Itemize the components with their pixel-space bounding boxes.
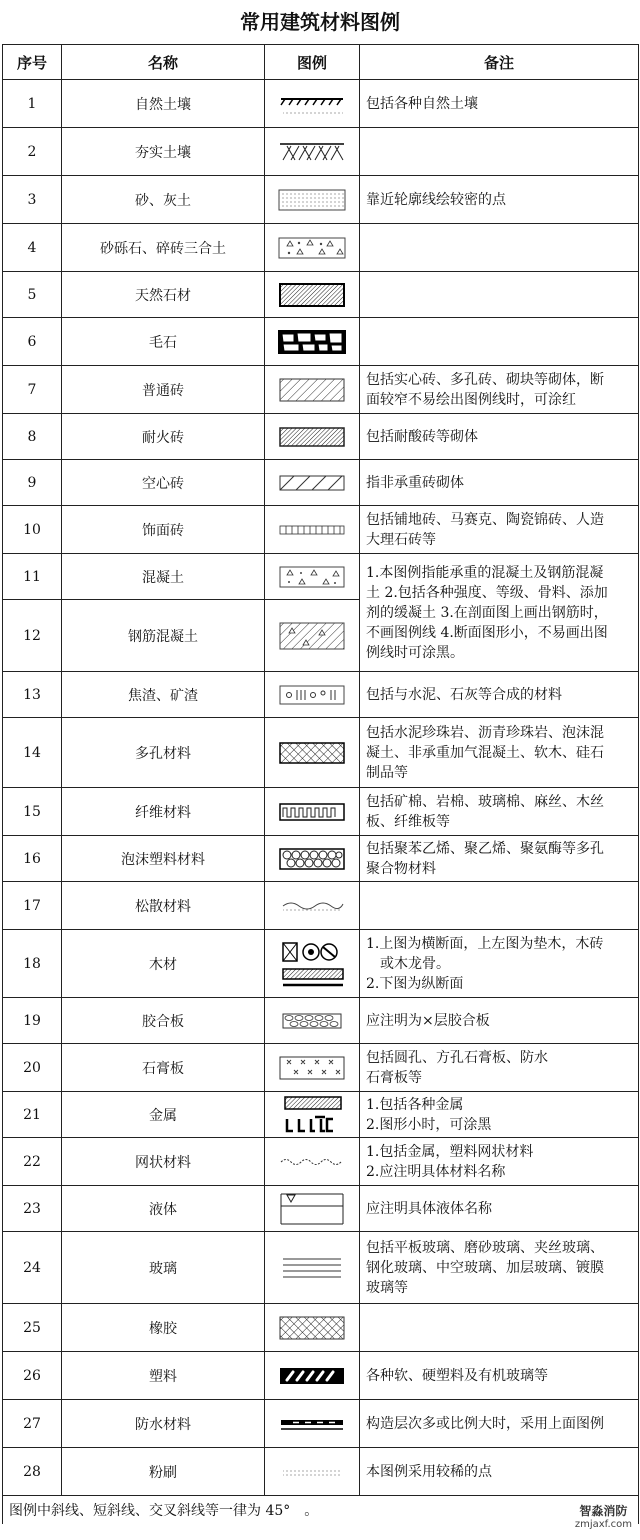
row-name: 自然土壤	[62, 80, 265, 128]
row-name: 混凝土	[62, 554, 265, 600]
natural-stone-symbol	[265, 272, 360, 318]
note-line: 土 2.包括各种强度、等级、骨料、添加	[366, 584, 608, 601]
row-note	[360, 318, 639, 366]
loose-material-symbol	[265, 882, 360, 930]
row-num: 7	[3, 366, 62, 414]
foam-plastic-symbol	[265, 836, 360, 882]
note-line: 例线时可涂黑。	[366, 644, 464, 661]
note-line: 凝土、非承重加气混凝土、软木、硅石	[366, 744, 604, 761]
note-line: 本图例采用较稀的点	[366, 1463, 492, 1480]
row-note	[360, 414, 639, 460]
table-row	[3, 788, 639, 836]
rubble-stone-symbol	[265, 318, 360, 366]
plywood-symbol	[265, 998, 360, 1044]
row-note	[360, 1304, 639, 1352]
row-note	[360, 506, 639, 554]
table-row	[3, 1448, 639, 1496]
page-title: 常用建筑材料图例	[240, 10, 400, 34]
porous-material-symbol	[265, 718, 360, 788]
row-name: 纤维材料	[62, 788, 265, 836]
brand-name: 智淼消防	[579, 1504, 628, 1518]
reinforced-concrete-symbol	[265, 600, 360, 672]
note-line: 不画图例线 4.断面图形小，不易画出图	[366, 624, 608, 641]
row-note	[360, 1400, 639, 1448]
note-line: 包括与水泥、石灰等合成的材料	[366, 686, 562, 703]
note-line: 制品等	[366, 764, 408, 781]
note-line: 2.应注明具体材料名称	[366, 1163, 506, 1180]
row-num: 26	[3, 1352, 62, 1400]
table-header	[3, 45, 639, 80]
row-num: 14	[3, 718, 62, 788]
row-note	[360, 366, 639, 414]
natural-soil-symbol	[265, 80, 360, 128]
row-note	[360, 1138, 639, 1186]
row-name: 多孔材料	[62, 718, 265, 788]
note-line: 2.下图为纵断面	[366, 975, 464, 992]
row-num: 13	[3, 672, 62, 718]
note-line: 应注明为×层胶合板	[366, 1012, 490, 1029]
compacted-soil-symbol	[265, 128, 360, 176]
plaster-symbol	[265, 1448, 360, 1496]
liquid-symbol	[265, 1186, 360, 1232]
row-num: 16	[3, 836, 62, 882]
row-name: 泡沫塑料材料	[62, 836, 265, 882]
row-note	[360, 1092, 639, 1138]
table-row	[3, 1352, 639, 1400]
row-name: 砂砾石、碎砖三合土	[62, 224, 265, 272]
row-note	[360, 1044, 639, 1092]
table-row	[3, 1138, 639, 1186]
row-name: 石膏板	[62, 1044, 265, 1092]
table-row	[3, 414, 639, 460]
note-line: 包括水泥珍珠岩、沥青珍珠岩、泡沫混	[366, 724, 604, 741]
row-name: 砂、灰土	[62, 176, 265, 224]
footer-note: 图例中斜线、短斜线、交叉斜线等一律为 45° 。	[3, 1496, 639, 1525]
note-line: 包括平板玻璃、磨砂玻璃、夹丝玻璃、	[366, 1239, 604, 1256]
row-num: 25	[3, 1304, 62, 1352]
row-note	[360, 672, 639, 718]
row-note	[360, 554, 639, 672]
mesh-material-symbol	[265, 1138, 360, 1186]
row-num: 1	[3, 80, 62, 128]
row-note	[360, 718, 639, 788]
row-num: 10	[3, 506, 62, 554]
note-line: 大理石砖等	[366, 531, 436, 548]
table-row	[3, 836, 639, 882]
row-num: 2	[3, 128, 62, 176]
row-num: 18	[3, 930, 62, 998]
row-num: 22	[3, 1138, 62, 1186]
row-name: 空心砖	[62, 460, 265, 506]
table-row	[3, 128, 639, 176]
row-name: 玻璃	[62, 1232, 265, 1304]
row-note	[360, 1186, 639, 1232]
row-num: 27	[3, 1400, 62, 1448]
row-num: 28	[3, 1448, 62, 1496]
note-line: 各种软、硬塑料及有机玻璃等	[366, 1367, 548, 1384]
row-num: 4	[3, 224, 62, 272]
row-name: 金属	[62, 1092, 265, 1138]
note-line: 2.图形小时，可涂黑	[366, 1116, 492, 1133]
table-row	[3, 1186, 639, 1232]
row-name: 松散材料	[62, 882, 265, 930]
row-num: 20	[3, 1044, 62, 1092]
note-line: 面较窄不易绘出图例线时，可涂红	[366, 391, 576, 408]
note-line: 包括各种自然土壤	[366, 95, 478, 112]
note-line: 1.上图为横断面，上左图为垫木，木砖	[366, 935, 604, 952]
table-row	[3, 718, 639, 788]
glass-symbol	[265, 1232, 360, 1304]
note-line: 或木龙骨。	[380, 955, 450, 972]
row-num: 17	[3, 882, 62, 930]
note-line: 包括圆孔、方孔石膏板、防水	[366, 1049, 548, 1066]
table-row	[3, 80, 639, 128]
row-name: 网状材料	[62, 1138, 265, 1186]
table-row	[3, 1044, 639, 1092]
waterproof-material-symbol	[265, 1400, 360, 1448]
table-row	[3, 672, 639, 718]
row-note	[360, 176, 639, 224]
legend-table	[2, 44, 639, 1524]
hollow-brick-symbol	[265, 460, 360, 506]
table-row	[3, 1092, 639, 1138]
note-line: 板、纤维板等	[366, 813, 450, 830]
row-num: 15	[3, 788, 62, 836]
note-line: 构造层次多或比例大时，采用上面图例	[366, 1415, 604, 1432]
watermark-brand	[575, 1504, 632, 1532]
table-row	[3, 998, 639, 1044]
footer-row	[3, 1496, 639, 1525]
row-num: 12	[3, 600, 62, 672]
rubber-symbol	[265, 1304, 360, 1352]
table-row	[3, 882, 639, 930]
row-note	[360, 788, 639, 836]
row-num: 19	[3, 998, 62, 1044]
header-name: 名称	[62, 45, 265, 80]
row-num: 11	[3, 554, 62, 600]
row-note	[360, 998, 639, 1044]
metal-symbol	[265, 1092, 360, 1138]
row-num: 5	[3, 272, 62, 318]
note-line: 包括耐酸砖等砌体	[366, 428, 478, 445]
note-line: 包括矿棉、岩棉、玻璃棉、麻丝、木丝	[366, 793, 604, 810]
row-name: 饰面砖	[62, 506, 265, 554]
row-note	[360, 272, 639, 318]
brand-url: zmjaxf.com	[574, 1519, 632, 1530]
row-num: 9	[3, 460, 62, 506]
note-line: 1.本图例指能承重的混凝土及钢筋混凝	[366, 564, 604, 581]
note-line: 靠近轮廓线绘较密的点	[366, 191, 506, 208]
row-name: 夯实土壤	[62, 128, 265, 176]
gypsum-board-symbol	[265, 1044, 360, 1092]
table-row	[3, 318, 639, 366]
row-name: 毛石	[62, 318, 265, 366]
row-name: 钢筋混凝土	[62, 600, 265, 672]
header-num: 序号	[3, 45, 62, 80]
note-line: 石膏板等	[366, 1069, 422, 1086]
plastic-symbol	[265, 1352, 360, 1400]
note-line: 指非承重砖砌体	[366, 474, 464, 491]
row-name: 液体	[62, 1186, 265, 1232]
table-row	[3, 554, 639, 600]
fiber-material-symbol	[265, 788, 360, 836]
timber-symbol	[265, 930, 360, 998]
row-name: 塑料	[62, 1352, 265, 1400]
table-row	[3, 506, 639, 554]
table-row	[3, 460, 639, 506]
table-row	[3, 1400, 639, 1448]
table-row	[3, 1232, 639, 1304]
firebrick-symbol	[265, 414, 360, 460]
row-num: 8	[3, 414, 62, 460]
note-line: 应注明具体液体名称	[366, 1200, 492, 1217]
note-line: 玻璃等	[366, 1279, 408, 1296]
note-line: 1.包括金属，塑料网状材料	[366, 1143, 534, 1160]
row-num: 3	[3, 176, 62, 224]
row-name: 防水材料	[62, 1400, 265, 1448]
table-row	[3, 1304, 639, 1352]
table-row	[3, 224, 639, 272]
sand-lime-symbol	[265, 176, 360, 224]
table-row	[3, 930, 639, 998]
row-name: 胶合板	[62, 998, 265, 1044]
row-name: 天然石材	[62, 272, 265, 318]
row-note	[360, 1448, 639, 1496]
row-note	[360, 882, 639, 930]
row-note	[360, 128, 639, 176]
row-name: 耐火砖	[62, 414, 265, 460]
row-note	[360, 1232, 639, 1304]
row-name: 焦渣、矿渣	[62, 672, 265, 718]
note-line: 钢化玻璃、中空玻璃、加层玻璃、镀膜	[366, 1259, 604, 1276]
row-note	[360, 1352, 639, 1400]
row-name: 木材	[62, 930, 265, 998]
row-num: 24	[3, 1232, 62, 1304]
table-row	[3, 272, 639, 318]
facing-brick-symbol	[265, 506, 360, 554]
table-row	[3, 176, 639, 224]
row-note	[360, 836, 639, 882]
gravel-symbol	[265, 224, 360, 272]
row-name: 橡胶	[62, 1304, 265, 1352]
slag-symbol	[265, 672, 360, 718]
row-num: 6	[3, 318, 62, 366]
note-line: 包括实心砖、多孔砖、砌块等砌体，断	[366, 371, 604, 388]
note-line: 剂的缓凝土 3.在剖面图上画出钢筋时，	[366, 604, 608, 621]
row-name: 粉刷	[62, 1448, 265, 1496]
note-line: 聚合物材料	[366, 860, 436, 877]
concrete-symbol	[265, 554, 360, 600]
row-num: 23	[3, 1186, 62, 1232]
table-row	[3, 366, 639, 414]
row-note	[360, 80, 639, 128]
common-brick-symbol	[265, 366, 360, 414]
header-note: 备注	[360, 45, 639, 80]
row-note	[360, 930, 639, 998]
row-note	[360, 224, 639, 272]
row-num: 21	[3, 1092, 62, 1138]
row-name: 普通砖	[62, 366, 265, 414]
note-line: 包括铺地砖、马赛克、陶瓷锦砖、人造	[366, 511, 604, 528]
header-symbol: 图例	[265, 45, 360, 80]
row-note	[360, 460, 639, 506]
note-line: 1.包括各种金属	[366, 1096, 464, 1113]
note-line: 包括聚苯乙烯、聚乙烯、聚氨酶等多孔	[366, 840, 604, 857]
